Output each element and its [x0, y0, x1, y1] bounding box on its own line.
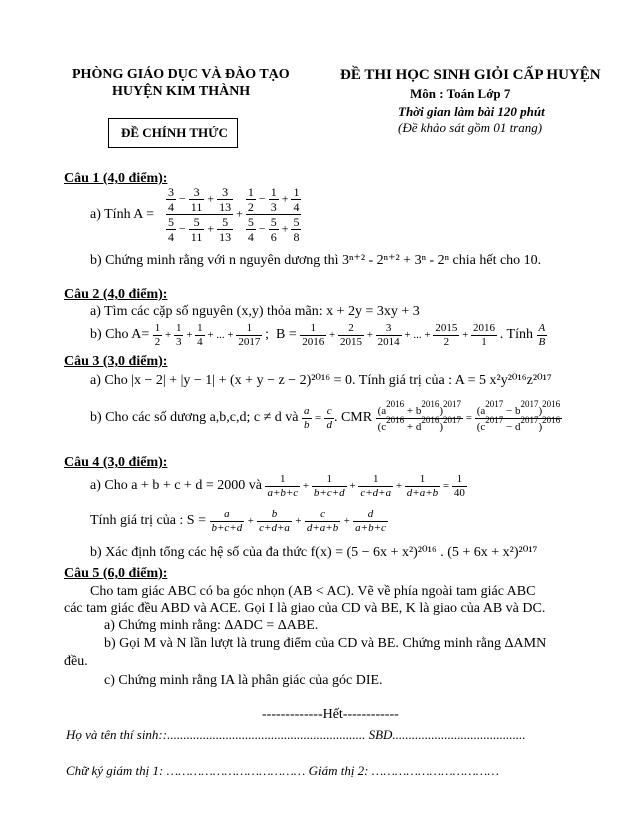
q1-title: Câu 1 (4,0 điểm): [64, 171, 168, 186]
q3a-text: a) Cho |x − 2| + |y − 1| + (x + y − z − 2)²⁰¹⁶ = 0. Tính giá trị của : A = 5 x²y²⁰¹⁶z²⁰¹⁷ [90, 373, 552, 388]
q4b-text: b) Xác định tổng các hệ số của đa thức f(x) = (5 − 6x + x²)²⁰¹⁶ . (5 + 6x + x²)²⁰¹⁷ [90, 545, 538, 560]
q5c-text: c) Chứng minh rằng IA là phân giác của góc DIE. [104, 673, 383, 688]
signature-line: Chữ ký giám thị 1: ……………………………… Giám thị 2: …………………………… [66, 763, 499, 778]
q3b-line: b) Cho các số dương a,b,c,d; c ≠ d và $\frac{a}{b}$ = $\frac{c}{d}$ . CMR $\frac{(a^{2016} + b^{2016})^{2017}}{(c^{2016} + d^{2016})^{2017}}$ = $\frac{(a^{2017} - b^{2017})^{2016}}{(c^{2017} - d^{2017})^{2016}}$ [90, 399, 561, 433]
district-name: HUYỆN KIM THÀNH [112, 84, 251, 99]
q1a-expression: $\frac{3}{4}$ − $\frac{3}{11}$ + $\frac{3}{13}$ $\frac{5}{4}$ − $\frac{5}{11}$ + $\frac{5}{13}$ + $\frac{1}{2}$ − $\frac{1}{3}$ + $\frac{1}{4}$ $\frac{5}{4}$ − $\frac{5}{6}$ + $\frac{5}{8}$ [168, 185, 300, 244]
q2b-tail: Tính [506, 327, 533, 343]
q5a-text: a) Chứng minh rằng: ΔADC = ΔABE. [104, 618, 319, 633]
time-line: Thời gian làm bài 120 phút [398, 104, 545, 119]
q2b-prefix: b) Cho A= [90, 327, 150, 343]
official-label: ĐỀ CHÍNH THỨC [121, 125, 228, 140]
q1a-label: a) Tính A = [90, 207, 155, 222]
q4a-prefix: a) Cho a + b + c + d = 2000 và [90, 478, 262, 494]
q4s-line: Tính giá trị của : S = $\frac{a}{b+c+d}$ + $\frac{b}{c+d+a}$ + $\frac{c}{d+a+b}$ + $\frac{d}{a+b+c}$ [90, 508, 386, 534]
q5-intro-2: các tam giác đều ABD và ACE. Gọi I là giao của CD và BE, K là giao của AB và DC. [64, 601, 546, 616]
subject-line: Môn : Toán Lớp 7 [410, 86, 511, 101]
q5-title: Câu 5 (6,0 điểm): [64, 566, 168, 581]
candidate-line: Họ và tên thí sinh::............................................................. SBD......................................... [66, 727, 526, 742]
q5b-text-2: đều. [64, 654, 88, 669]
q4-title: Câu 4 (3,0 điểm): [64, 455, 168, 470]
q1b-text: b) Chứng minh rằng với n nguyên dương thì 3ⁿ⁺² - 2ⁿ⁺² + 3ⁿ - 2ⁿ chia hết cho 10. [90, 253, 542, 268]
q2a-text: a) Tìm các cặp số nguyên (x,y) thỏa mãn: x + 2y = 3xy + 3 [90, 304, 420, 319]
q5-intro-1: Cho tam giác ABC có ba góc nhọn (AB < AC). Vẽ về phía ngoài tam giác ABC [90, 584, 536, 599]
q2-title: Câu 2 (4,0 điểm): [64, 287, 168, 302]
pages-line: (Đề khảo sát gồm 01 trang) [398, 120, 543, 135]
end-marker: -------------Hết------------ [262, 707, 399, 722]
q5b-text-1: b) Gọi M và N lần lượt là trung điểm của CD và BE. Chứng minh rằng ΔAMN [104, 636, 547, 651]
exam-title: ĐỀ THI HỌC SINH GIỎI CẤP HUYỆN [340, 67, 601, 83]
q3-title: Câu 3 (3,0 điểm): [64, 354, 168, 369]
department-name: PHÒNG GIÁO DỤC VÀ ĐÀO TẠO [72, 67, 290, 82]
q3b-mid: CMR [340, 410, 373, 426]
q4s-prefix: Tính giá trị của : S = [90, 513, 206, 529]
q2b-line: b) Cho A= $\frac{1}{2}$ + $\frac{1}{3}$ + $\frac{1}{4}$ + ... + $\frac{1}{2017}$ ; B = $\frac{1}{2016}$ + $\frac{2}{2015}$ + $\frac{3}{2014}$ + ... + $\frac{2015}{2}$ + $\frac{2016}{1}$ . Tính $\frac{A}{B}$ [90, 322, 546, 348]
q3b-prefix: b) Cho các số dương a,b,c,d; c ≠ d và [90, 410, 299, 426]
q4a-line: a) Cho a + b + c + d = 2000 và $\frac{1}{a+b+c}$ + $\frac{1}{b+c+d}$ + $\frac{1}{c+d+a}$ + $\frac{1}{d+a+b}$ = $\frac{1}{40}$ [90, 473, 465, 499]
